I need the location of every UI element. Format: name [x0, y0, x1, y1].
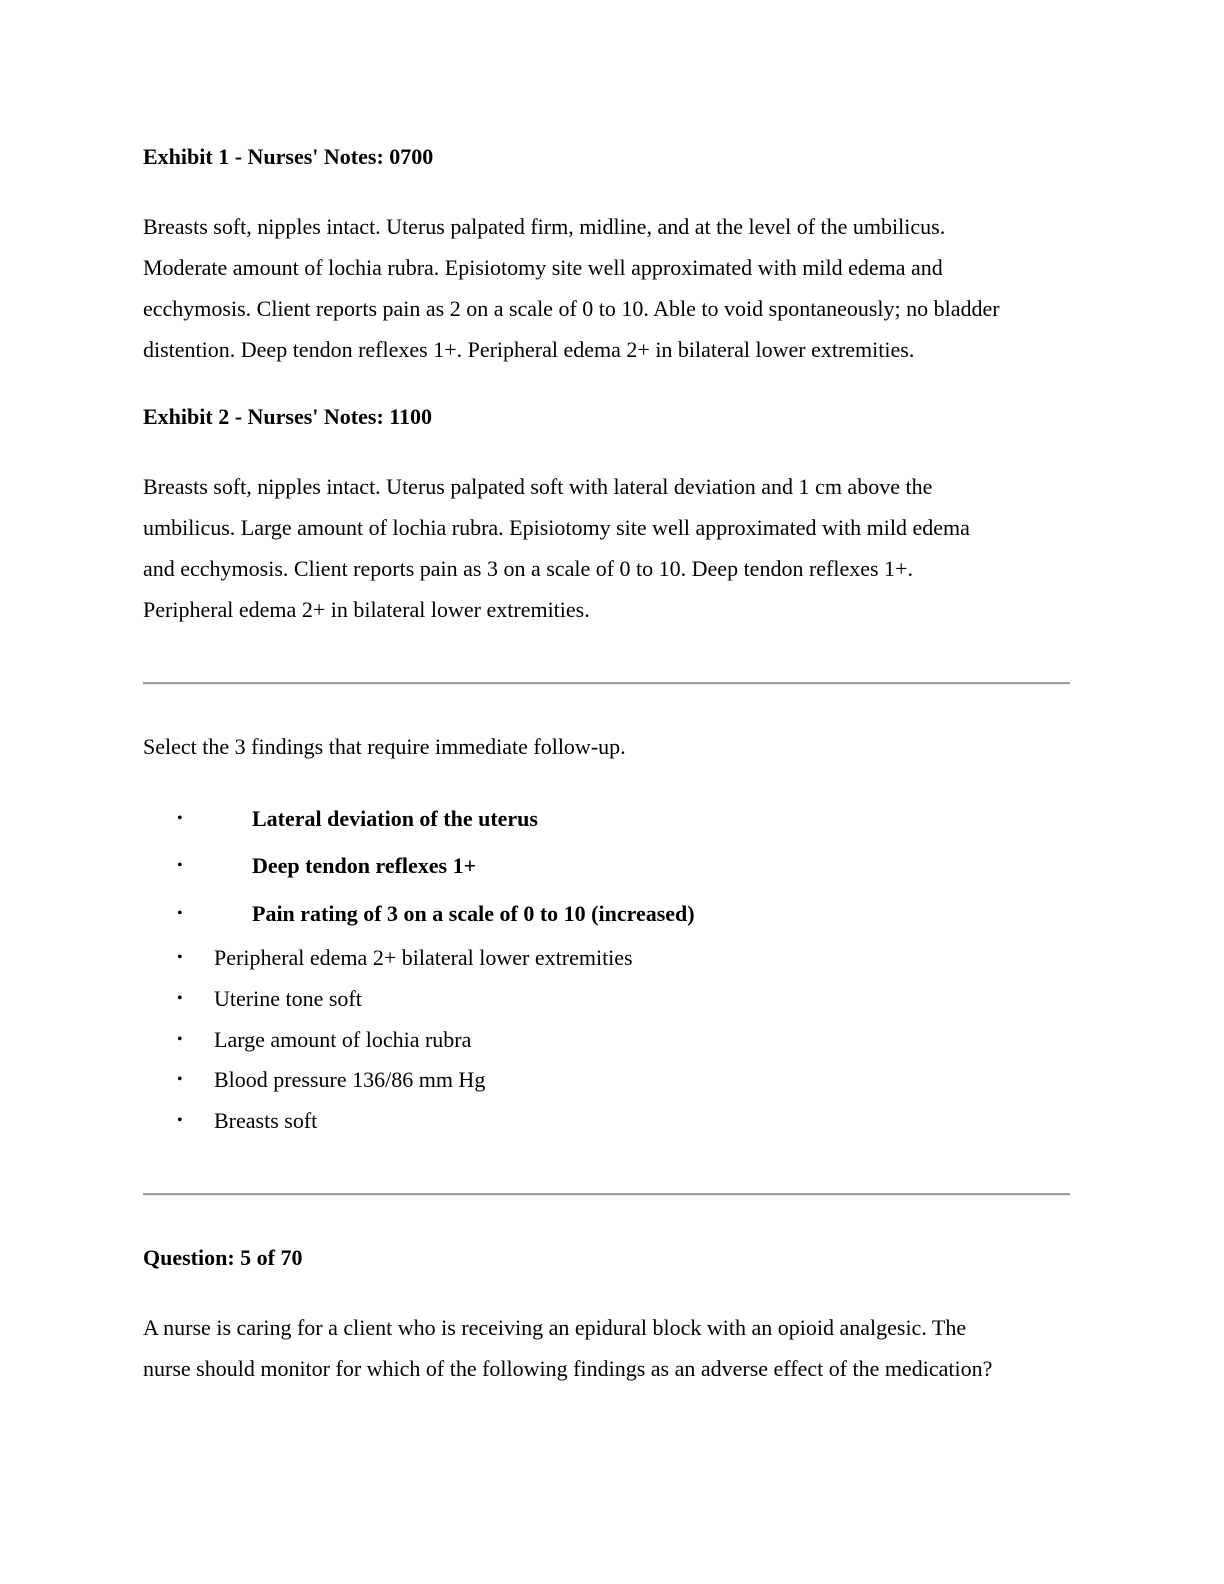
question-stem	[143, 1307, 1073, 1389]
question-stem-line: nurse should monitor for which of the following findings as an adverse effect of the medication?	[143, 1356, 993, 1381]
finding-label: Large amount of lochia rubra	[214, 1027, 472, 1052]
exhibit-1-notes	[143, 206, 1073, 370]
exhibit-2-line: Breasts soft, nipples intact. Uterus palpated soft with lateral deviation and 1 cm above the	[143, 474, 933, 499]
bullet-icon: •	[177, 1071, 183, 1088]
finding-label-selected: Pain rating of 3 on a scale of 0 to 10 (increased)	[252, 901, 695, 926]
exhibit-1-line: distention. Deep tendon reflexes 1+. Peripheral edema 2+ in bilateral lower extremities.	[143, 337, 915, 362]
exhibit-1-line: Breasts soft, nipples intact. Uterus palpated firm, midline, and at the level of the umbilicus.	[143, 214, 946, 239]
question-counter: Question: 5 of 70	[143, 1245, 303, 1270]
question-stem-line: A nurse is caring for a client who is receiving an epidural block with an opioid analgesic. The	[143, 1315, 967, 1340]
exhibit-2-heading: Exhibit 2 - Nurses' Notes: 1100	[143, 404, 433, 429]
finding-label: Blood pressure 136/86 mm Hg	[214, 1067, 486, 1092]
bullet-icon: •	[177, 949, 183, 966]
finding-label-selected: Lateral deviation of the uterus	[252, 806, 538, 831]
exhibit-1-line: ecchymosis. Client reports pain as 2 on a scale of 0 to 10. Able to void spontaneously; no bladder	[143, 296, 1000, 321]
exhibit-2-line: Peripheral edema 2+ in bilateral lower extremities.	[143, 597, 590, 622]
exhibit-1-line: Moderate amount of lochia rubra. Episiotomy site well approximated with mild edema and	[143, 255, 943, 280]
question-prompt: Select the 3 findings that require immediate follow-up.	[143, 734, 626, 759]
exhibit-2-notes	[143, 466, 1073, 630]
exhibit-2-line: umbilicus. Large amount of lochia rubra. Episiotomy site well approximated with mild edema	[143, 515, 970, 540]
bullet-icon: •	[177, 857, 183, 874]
section-divider	[143, 682, 1070, 685]
finding-label: Peripheral edema 2+ bilateral lower extremities	[214, 945, 633, 970]
finding-label: Uterine tone soft	[214, 986, 362, 1011]
bullet-icon: •	[177, 1031, 183, 1048]
exhibit-2-line: and ecchymosis. Client reports pain as 3 on a scale of 0 to 10. Deep tendon reflexes 1+.	[143, 556, 913, 581]
section-divider	[143, 1193, 1070, 1196]
bullet-icon: •	[177, 990, 183, 1007]
bullet-icon: •	[177, 1112, 183, 1129]
exhibit-1-heading: Exhibit 1 - Nurses' Notes: 0700	[143, 144, 434, 169]
finding-label-selected: Deep tendon reflexes 1+	[252, 853, 477, 878]
finding-label: Breasts soft	[214, 1108, 318, 1133]
bullet-icon: •	[177, 905, 183, 922]
bullet-icon: •	[177, 810, 183, 827]
